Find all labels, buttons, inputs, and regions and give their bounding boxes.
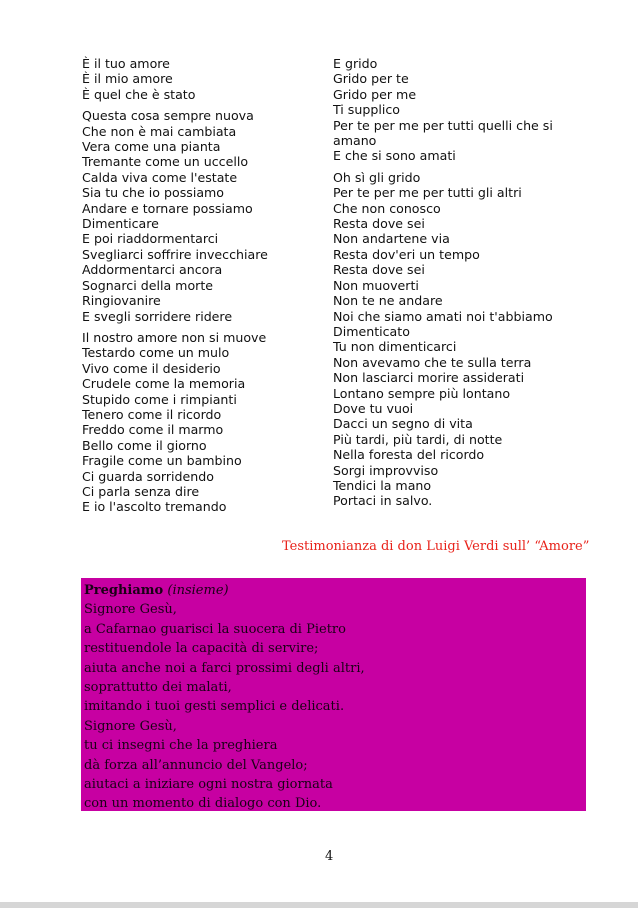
poem-line: È il tuo amore bbox=[82, 56, 170, 71]
poem-line: Lontano sempre più lontano bbox=[333, 385, 511, 401]
prayer-line: imitando i tuoi gesti semplici e delicati. bbox=[84, 699, 345, 715]
poem-line: Calda viva come l'estate bbox=[82, 169, 238, 185]
poem-line: Noi che siamo amati noi t'abbiamo bbox=[333, 308, 553, 324]
poem-line: Grido per me bbox=[333, 86, 417, 102]
prayer-subtitle: (insieme) bbox=[167, 583, 229, 598]
poem-line: Testardo come un mulo bbox=[82, 345, 230, 361]
prayer-line: dà forza all’annuncio del Vangelo; bbox=[84, 757, 308, 773]
poem-line: Per te per me per tutti quelli che si amano bbox=[333, 117, 553, 149]
poem-line: E svegli sorridere ridere bbox=[82, 308, 233, 324]
poem-line: Resta dove sei bbox=[333, 262, 425, 278]
poem-line: Ringiovanire bbox=[82, 293, 161, 309]
poem-line: Sognarci della morte bbox=[82, 277, 214, 293]
poem-line: Ti supplico bbox=[333, 102, 400, 118]
poem-line: Dimenticare bbox=[82, 216, 159, 232]
poem-line: Questa cosa sempre nuova bbox=[82, 108, 254, 124]
poem-line: Sorgi improvviso bbox=[333, 462, 439, 478]
poem-line: Fragile come un bambino bbox=[82, 453, 242, 469]
poem-stanza bbox=[82, 56, 268, 102]
poem-line: Non lasciarci morire assiderati bbox=[333, 370, 525, 386]
poem-stanza bbox=[333, 170, 595, 509]
poem-line: Vivo come il desiderio bbox=[82, 360, 221, 376]
poem-line: Sia tu che io possiamo bbox=[82, 185, 225, 201]
poem-stanza bbox=[82, 330, 268, 515]
prayer-line: restituendole la capacità di servire; bbox=[84, 641, 319, 657]
poem-line: Tendici la mano bbox=[333, 477, 432, 493]
prayer-heading bbox=[84, 581, 583, 600]
poem-line: E io l'ascolto tremando bbox=[82, 499, 227, 515]
poem-line: Freddo come il marmo bbox=[82, 422, 224, 438]
poem-line: È il mio amore bbox=[82, 71, 173, 87]
poem-line: Nella foresta del ricordo bbox=[333, 447, 485, 463]
poem-line: Più tardi, più tardi, di notte bbox=[333, 431, 503, 447]
poem-line: Ci parla senza dire bbox=[82, 483, 200, 499]
poem-line: Stupido come i rimpianti bbox=[82, 391, 237, 407]
poem-line: Tu non dimenticarci bbox=[333, 339, 457, 355]
poem-line: Addormentarci ancora bbox=[82, 262, 223, 278]
poem-line: Dimenticato bbox=[333, 323, 410, 339]
prayer-line: Signore Gesù, bbox=[84, 602, 177, 618]
poem-line: Crudele come la memoria bbox=[82, 376, 246, 392]
poem-line: Bello come il giorno bbox=[82, 437, 207, 453]
poem-line: Resta dov'eri un tempo bbox=[333, 246, 480, 262]
poem-line: Per te per me per tutti gli altri bbox=[333, 185, 522, 201]
prayer-box bbox=[81, 578, 586, 811]
poem-line: Andare e tornare possiamo bbox=[82, 200, 253, 216]
poem-left-column bbox=[82, 56, 268, 521]
poem-line: Vera come una pianta bbox=[82, 139, 221, 155]
poem-line: Che non conosco bbox=[333, 200, 441, 216]
poem-line: Tenero come il ricordo bbox=[82, 406, 222, 422]
prayer-line: tu ci insegni che la preghiera bbox=[84, 738, 278, 754]
poem-line: Non te ne andare bbox=[333, 293, 443, 309]
poem-line: E che si sono amati bbox=[333, 148, 456, 164]
poem-line: Resta dove sei bbox=[333, 216, 425, 232]
poem-line: Che non è mai cambiata bbox=[82, 123, 237, 139]
poem-stanza bbox=[333, 56, 595, 164]
poem-line: Ci guarda sorridendo bbox=[82, 468, 214, 484]
poem-line: Svegliarci soffrire invecchiare bbox=[82, 246, 268, 262]
prayer-line: soprattutto dei malati, bbox=[84, 680, 232, 696]
poem-line: Non andartene via bbox=[333, 231, 450, 247]
poem-line: Dacci un segno di vita bbox=[333, 416, 473, 432]
page-number: 4 bbox=[325, 849, 334, 864]
prayer-line: aiuta anche noi a farci prossimi degli altri, bbox=[84, 660, 365, 676]
attribution-text: Testimonianza di don Luigi Verdi sull’ “Amore” bbox=[282, 539, 590, 554]
poem-line: E poi riaddormentarci bbox=[82, 231, 219, 247]
prayer-line: Signore Gesù, bbox=[84, 718, 177, 734]
prayer-title: Preghiamo bbox=[84, 583, 164, 598]
poem-line: È quel che è stato bbox=[82, 86, 196, 102]
poem-line: Tremante come un uccello bbox=[82, 154, 249, 170]
poem-line: Grido per te bbox=[333, 71, 409, 87]
prayer-line: a Cafarnao guarisci la suocera di Pietro bbox=[84, 621, 346, 637]
poem-stanza bbox=[82, 108, 268, 324]
poem-line: E grido bbox=[333, 56, 378, 71]
poem-line: Non muoverti bbox=[333, 277, 419, 293]
poem-line: Portaci in salvo. bbox=[333, 493, 433, 509]
prayer-line: con un momento di dialogo con Dio. bbox=[84, 796, 322, 812]
poem-line: Non avevamo che te sulla terra bbox=[333, 354, 532, 370]
prayer-line: aiutaci a iniziare ogni nostra giornata bbox=[84, 777, 333, 793]
page-bottom-edge bbox=[0, 902, 638, 908]
poem-line: Oh sì gli grido bbox=[333, 169, 421, 185]
poem-right-column bbox=[333, 56, 595, 515]
poem-line: Dove tu vuoi bbox=[333, 400, 414, 416]
poem-line: Il nostro amore non si muove bbox=[82, 329, 267, 345]
